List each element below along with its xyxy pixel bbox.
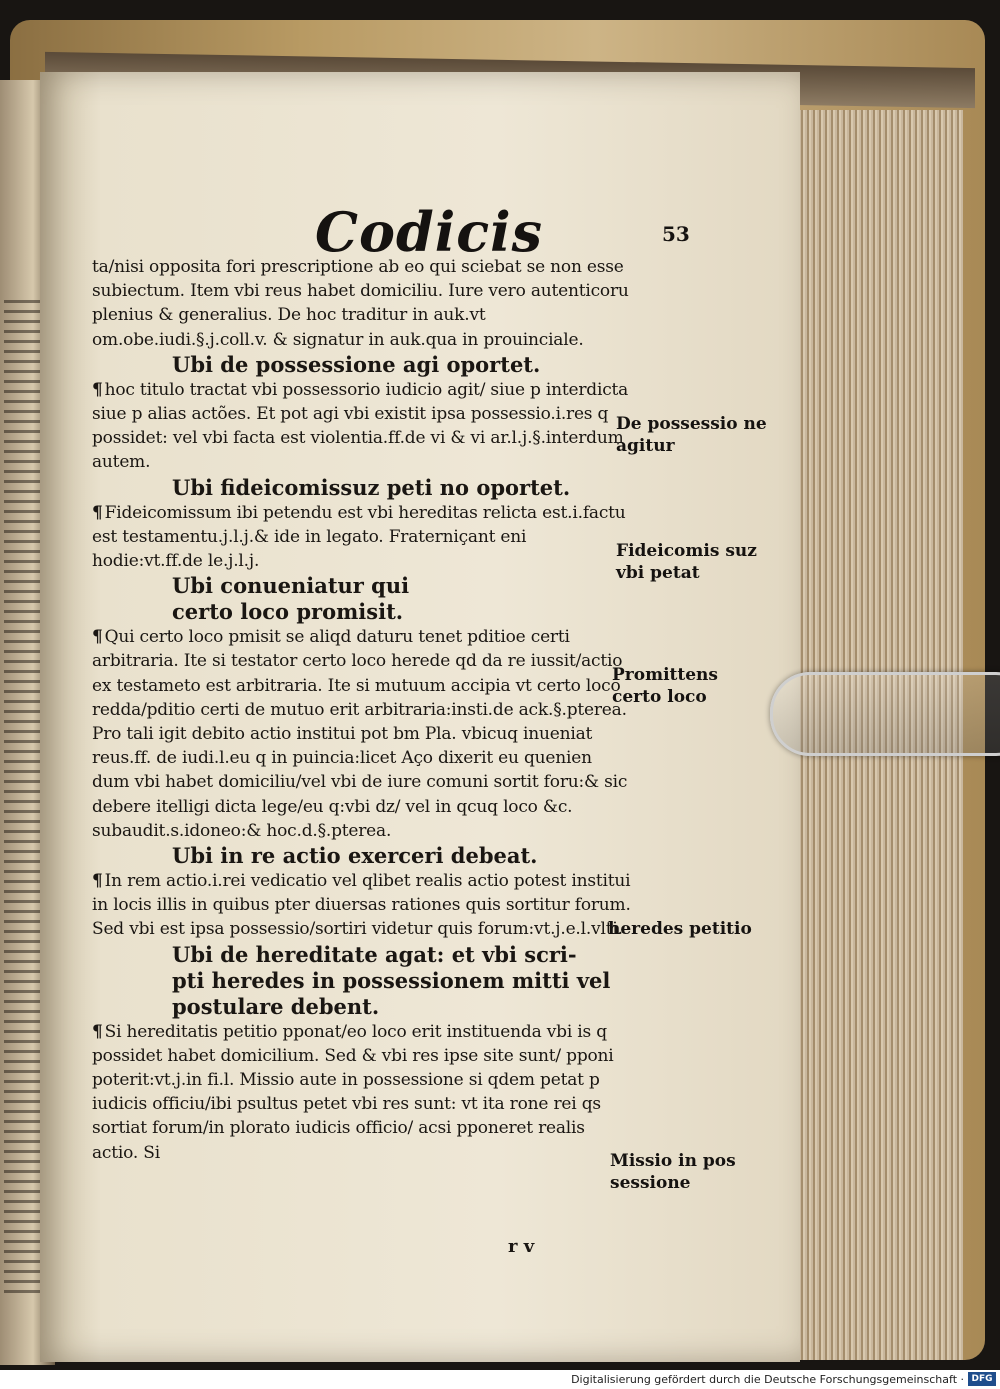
section-title: pti heredes in possessionem mitti vel	[172, 967, 611, 993]
signature-mark: r v	[508, 1236, 535, 1257]
pilcrow-mark: ¶	[92, 379, 103, 400]
pilcrow-mark: ¶	[92, 502, 103, 523]
text-paragraph	[92, 255, 632, 352]
paragraph-text: hoc titulo tractat vbi possessorio iudicio agit/ siue p interdicta siue p alias actões. Et pot agi vbi existit ipsa possessio.i.res q possidet: vel vbi facta est violentia.ff.de vi & vi ar.l.j.§.interdum autem.	[92, 379, 629, 473]
funding-credit: Digitalisierung gefördert durch die Deutsche Forschungsgemeinschaft ·	[571, 1373, 964, 1386]
main-text-block	[92, 255, 632, 1165]
text-paragraph	[92, 501, 632, 574]
marginal-note: Fideicomis suz vbi petat	[616, 541, 757, 583]
section-title: certo loco promisit.	[172, 599, 404, 625]
page-clip-holder	[770, 672, 1000, 756]
pilcrow-mark: ¶	[92, 871, 103, 892]
section-title: Ubi de possessione agi oportet.	[172, 351, 541, 377]
paragraph-text: ta/nisi opposita fori prescriptione ab eo qui sciebat se non esse subiectum. Item vbi reus habet domiciliu. Iure vero autenticoru plenius & generalius. De hoc traditur in auk.vt om.obe.iudi.§.j.coll.v. & signatur in auk.qua in prouinciale.	[92, 257, 629, 350]
marginal-note: heredes petitio	[608, 919, 752, 939]
section-title: Ubi de hereditate agat: et vbi scri-	[172, 941, 577, 967]
paragraph-text: Fideicomissum ibi petendu est vbi hereditas relicta est.i.factu est testamentu.j.l.j.& ide in legato. Fraterniçant eni hodie:vt.ff.de le.j.l.j.	[92, 502, 626, 572]
section-title: Ubi conueniatur qui	[172, 573, 410, 599]
marginal-note: Missio in pos sessione	[610, 1151, 736, 1193]
text-paragraph	[92, 625, 632, 843]
section-title: Ubi in re actio exerceri debeat.	[172, 843, 538, 869]
marginal-note: De possessio ne agitur	[616, 414, 767, 456]
pilcrow-mark: ¶	[92, 627, 103, 648]
text-paragraph	[92, 378, 632, 475]
paragraph-text: Si hereditatis petitio pponat/eo loco erit instituenda vbi is q possidet habet domicilium. Sed & vbi res ipse site sunt/ pponi poterit:vt.j.in fi.l. Missio aute in possessione si qdem petat p iudicis officiu/ibi psultus petet vbi res sunt: vt ita rone rei qs sortiat forum/in plorato iudicis officio/ acsi pponeret realis actio. Si	[92, 1021, 614, 1163]
section-title: Ubi fideicomissuz peti no oportet.	[172, 474, 571, 500]
text-paragraph	[92, 1020, 632, 1165]
paragraph-text: Qui certo loco pmisit se aliqd daturu tenet pditioe certi arbitraria. Ite si testator certo loco herede qd da re iussit/actio ex testameto est arbitraria. Ite si mutuum accipia vt certo loco redda/pditio certi de mutuo erit arbitraria:insti.de ack.§.pterea. Pro tali igit debito actio institui pot bm Pla. vbicuq inueniat reus.ff. de iudi.l.eu q in puincia:licet Aço dixerit eu quenien dum vbi habet domiciliu/vel vbi de iure comuni sortit foru:& sic debere itelligi dicta lege/eu q:vbi dz/ vel in qcuq loco &c. subaudit.s.idoneo:& hoc.d.§.pterea.	[92, 627, 628, 841]
left-page-text-fragment	[4, 300, 44, 1300]
pilcrow-mark: ¶	[92, 1021, 103, 1042]
paragraph-text: In rem actio.i.rei vedicatio vel qlibet realis actio potest institui in locis illis in quibus pter diuersas rationes quis sortitur forum. Sed vbi est ipsa possessio/sortiri videtur quis forum:vt.j.e.l.vlti.	[92, 871, 631, 940]
text-paragraph	[92, 869, 632, 942]
footer-bar	[0, 1370, 1000, 1389]
section-title: postulare debent.	[172, 993, 380, 1019]
page-heading: Codicis	[315, 200, 544, 264]
folio-number: 53	[662, 222, 690, 246]
dfg-logo: DFG	[968, 1372, 996, 1386]
marginal-note: Promittens certo loco	[612, 665, 718, 707]
